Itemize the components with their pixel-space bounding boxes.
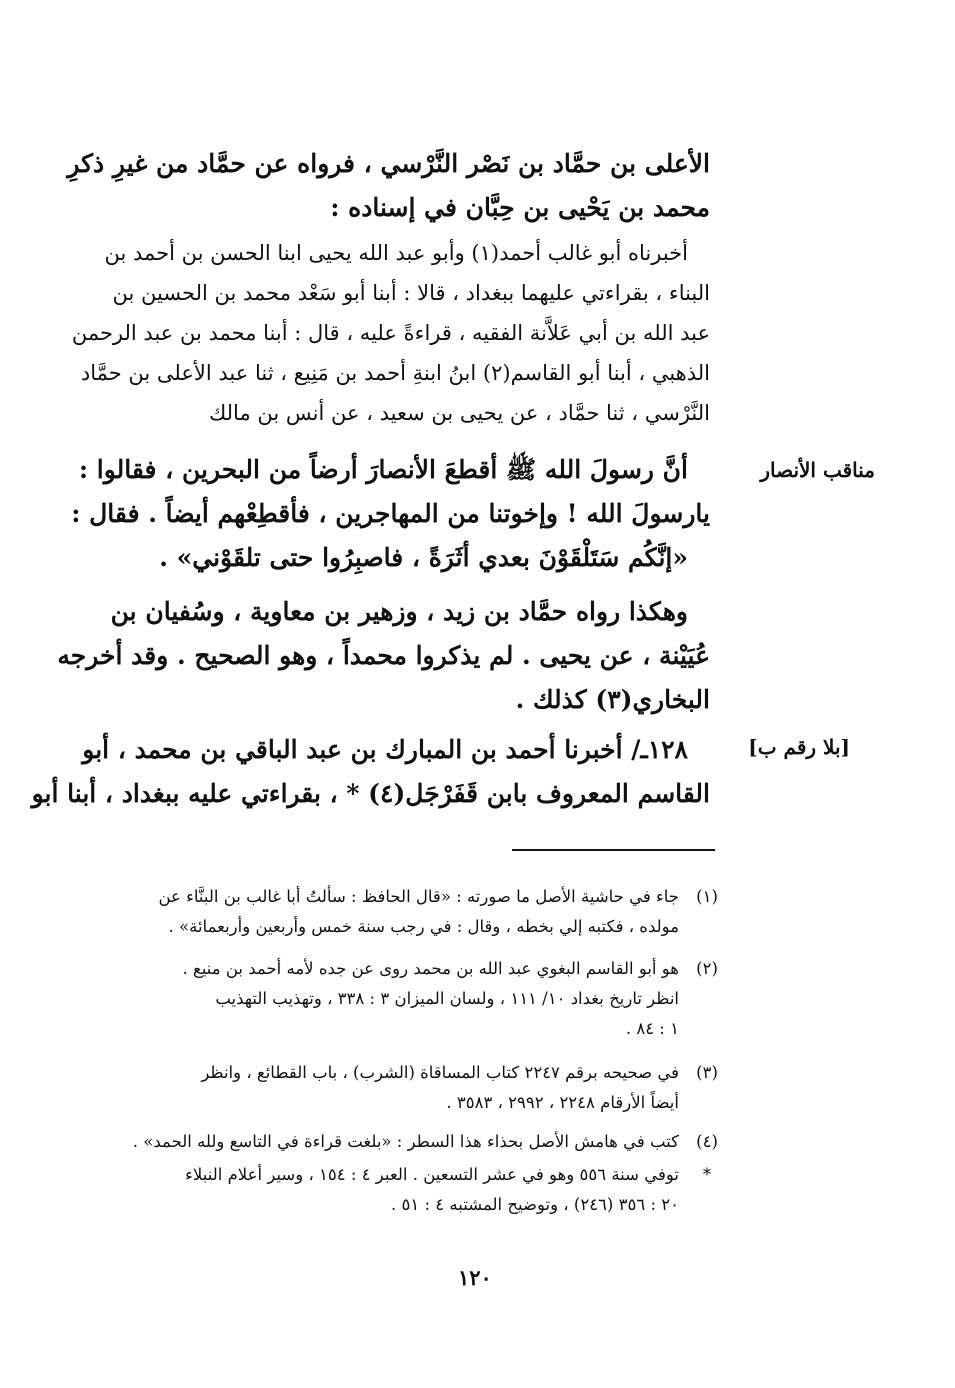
- footnote-number: *: [702, 1165, 712, 1184]
- footnote-number: (٣): [696, 1063, 718, 1082]
- text-line: البناء ، بقراءتي عليهما ببغداد ، قالا : أبنا أبو سَعْد محمد بن الحسين بن: [112, 281, 710, 305]
- text-line: القاسم المعروف بابن قَفَرْجَل(٤) * ، بقراءتي عليه ببغداد ، أبنا أبو: [31, 779, 710, 808]
- text-line: مولده ، فكتبه إلي بخطه ، وقال : في رجب سنة خمس وأربعين وأربعمائة» .: [168, 917, 679, 936]
- text-line: عُيَيْنة ، عن يحيى . لم يذكروا محمداً ، وهو الصحيح . وقد أخرجه: [57, 641, 710, 670]
- footnote-separator: [512, 849, 715, 851]
- text-line: محمد بن يَحْيى بن حِبَّان في إسناده :: [330, 193, 710, 222]
- text-line: أيضاً الأرقام ٢٢٤٨ ، ٢٩٩٢ ، ٣٥٨٣ .: [446, 1093, 679, 1112]
- text-line: أنَّ رسولَ الله ﷺ أقطعَ الأنصارَ أرضاً من البحرين ، فقالوا :: [78, 455, 688, 484]
- footnote-number: (٢): [696, 959, 718, 978]
- text-line: يارسولَ الله ! وإخوتنا من المهاجرين ، فأقطِعْهم أيضاً . فقال :: [71, 499, 710, 528]
- footnote-number: (٤): [696, 1132, 718, 1151]
- text-line: ١ : ٨٤ .: [625, 1019, 679, 1038]
- text-line: «إنَّكُم سَتَلْقَوْنَ بعدي أثَرَةً ، فاصبِرُوا حتى تلقَوْني» .: [159, 543, 688, 572]
- footnote-text: [102, 882, 679, 942]
- text-line: في صحيحه برقم ٢٢٤٧ كتاب المساقاة (الشرب) ، باب القطائع ، وانظر: [201, 1063, 679, 1082]
- footnote-text: [102, 1160, 679, 1220]
- isnad-paragraph: [71, 233, 710, 433]
- text-line: وهكذا رواه حمَّاد بن زيد ، وزهير بن معاوية ، وسُفيان بن: [110, 597, 688, 626]
- text-line: ١٢٨ـ/ أخبرنا أحمد بن المبارك بن عبد الباقي بن محمد ، أبو: [82, 735, 688, 764]
- footnote-number: (١): [696, 887, 718, 906]
- margin-note-no-number: [بلا رقم ب]: [748, 735, 850, 759]
- text-line: الذهبي ، أبنا أبو القاسم(٢) ابنُ ابنةِ أحمد بن مَنِيع ، ثنا عبد الأعلى بن حمَّاد: [80, 361, 710, 385]
- margin-note-ansar: مناقب الأنصار: [760, 458, 875, 482]
- text-line: عبد الله بن أبي عَلاَّنة الفقيه ، قراءةً عليه ، قال : أبنا محمد بن عبد الرحمن: [71, 321, 710, 345]
- text-line: الأعلى بن حمَّاد بن نَصْر النَّرْسي ، فرواه عن حمَّاد من غيرِ ذكرِ: [67, 149, 710, 178]
- text-line: البخاري(٣) كذلك .: [515, 685, 710, 714]
- page-number: ١٢٠: [458, 1265, 492, 1290]
- text-line: جاء في حاشية الأصل ما صورته : «قال الحافظ : سألتُ أبا غالب بن البنَّاء عن: [158, 887, 679, 906]
- entry-128: [31, 728, 710, 816]
- text-line: ٢٠ : ٣٥٦ (٢٤٦) ، وتوضيح المشتبه ٤ : ٥١ .: [391, 1195, 679, 1214]
- commentary-paragraph: [57, 590, 710, 722]
- text-line: النَّرْسي ، ثنا حمَّاد ، عن يحيى بن سعيد ، عن أنس بن مالك: [208, 401, 710, 425]
- footnote-text: [102, 1058, 679, 1118]
- footnote-text: [102, 1127, 679, 1157]
- footnote-text: [102, 954, 679, 1044]
- text-line: انظر تاريخ بغداد ١٠/ ١١١ ، ولسان الميزان ٣ : ٣٣٨ ، وتهذيب التهذيب: [215, 989, 679, 1008]
- hadith-text: [71, 448, 710, 580]
- text-line: أخبرناه أبو غالب أحمد(١) وأبو عبد الله يحيى ابنا الحسن بن أحمد بن: [104, 241, 688, 265]
- text-line: هو أبو القاسم البغوي عبد الله بن محمد روى عن جده لأمه أحمد بن منيع .: [182, 959, 679, 978]
- top-paragraph: [67, 142, 710, 230]
- text-line: كتب في هامش الأصل بحذاء هذا السطر : «بلغت قراءة في التاسع ولله الحمد» .: [132, 1132, 679, 1151]
- text-line: توفي سنة ٥٥٦ وهو في عشر التسعين . العبر ٤ : ١٥٤ ، وسير أعلام النبلاء: [185, 1165, 679, 1184]
